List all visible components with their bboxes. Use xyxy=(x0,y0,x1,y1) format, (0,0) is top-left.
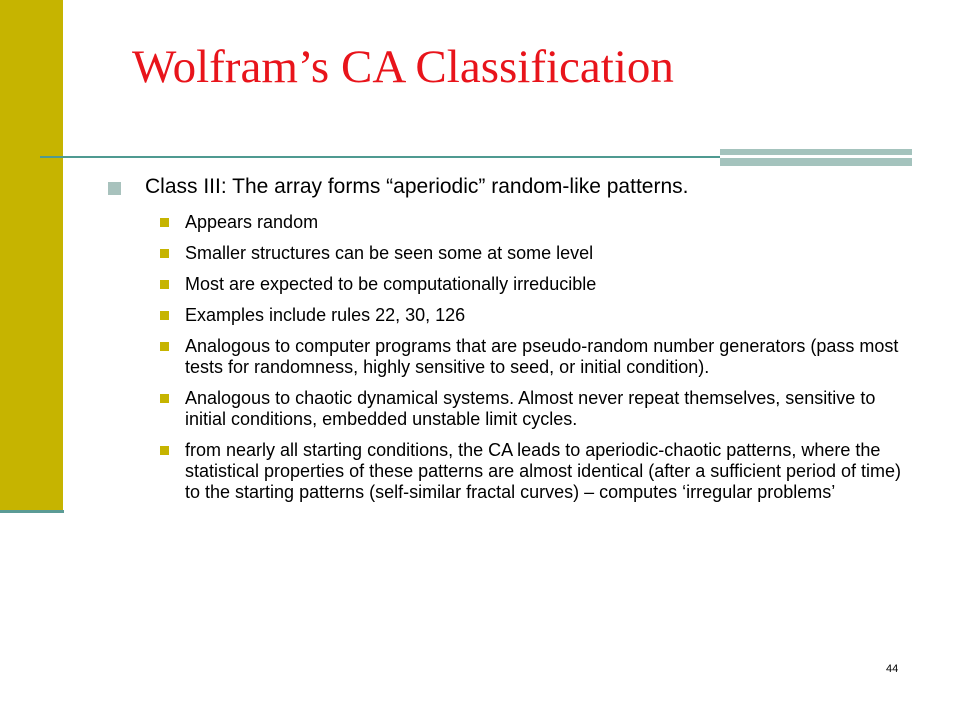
sub-bullet-item xyxy=(108,212,920,233)
square-bullet-icon xyxy=(160,280,169,289)
square-bullet-icon xyxy=(160,218,169,227)
sub-bullet-text: from nearly all starting conditions, the CA leads to aperiodic-chaotic patterns, where the statistical properties of these patterns are almost identical (after a sufficient period of time) to the starting patterns (self-similar fractal curves) – computes ‘irregular problems’ xyxy=(185,440,902,502)
sub-bullet-item xyxy=(108,388,920,430)
sub-bullet-item xyxy=(108,440,920,503)
sub-bullet-item xyxy=(108,305,920,326)
sub-bullet-item xyxy=(108,274,920,295)
sub-bullet-text: Analogous to chaotic dynamical systems. Almost never repeat themselves, sensitive to initial conditions, embedded unstable limit cycles. xyxy=(185,388,876,429)
sub-bullet-text: Examples include rules 22, 30, 126 xyxy=(185,305,466,325)
main-bullet-item xyxy=(108,172,920,202)
sub-bullet-text: Appears random xyxy=(185,212,319,232)
main-bullet-text: Class III: The array forms “aperiodic” random-like patterns. xyxy=(145,175,689,198)
square-bullet-icon xyxy=(160,394,169,403)
sub-bullet-item xyxy=(108,336,920,378)
square-bullet-icon xyxy=(160,342,169,351)
sub-bullet-text: Analogous to computer programs that are pseudo-random number generators (pass most tests for randomness, highly sensitive to seed, or initial condition). xyxy=(185,336,899,377)
sub-bullet-item xyxy=(108,243,920,264)
sidebar-bar xyxy=(0,0,63,513)
slide-content xyxy=(108,172,920,503)
square-bullet-icon xyxy=(160,311,169,320)
sidebar-rule xyxy=(0,510,64,513)
sub-bullet-text: Smaller structures can be seen some at some level xyxy=(185,243,594,263)
square-bullet-icon xyxy=(108,182,121,195)
slide-title: Wolfram’s CA Classification xyxy=(132,41,674,93)
page-number: 44 xyxy=(886,663,899,675)
sub-bullet-text: Most are expected to be computationally irreducible xyxy=(185,274,597,294)
square-bullet-icon xyxy=(160,249,169,258)
accent-block xyxy=(720,149,912,166)
square-bullet-icon xyxy=(160,446,169,455)
